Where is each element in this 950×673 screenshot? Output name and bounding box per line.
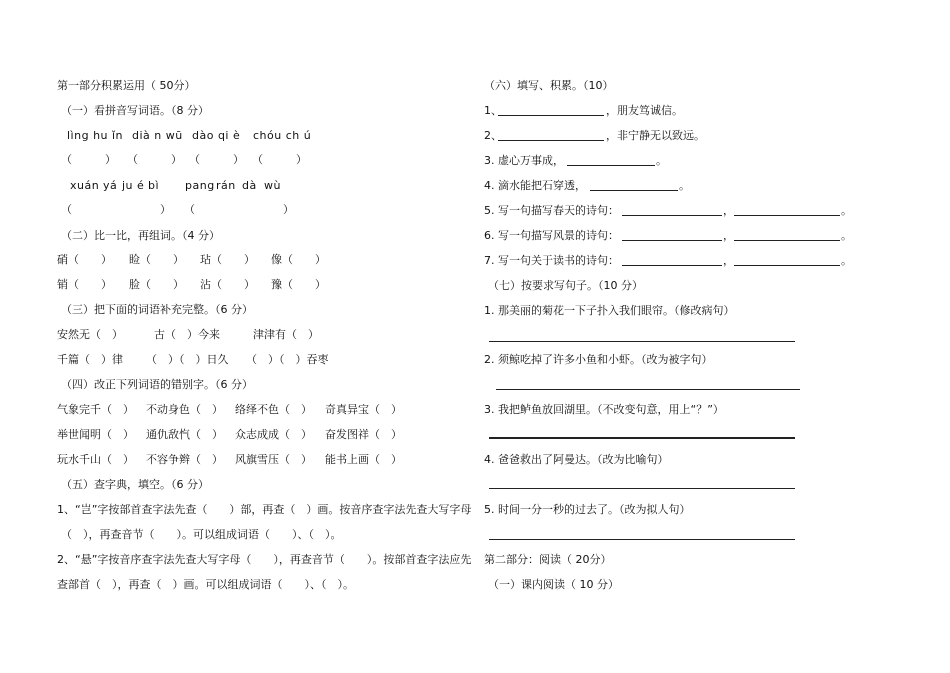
answer-line[interactable] [622,240,722,241]
section7-title: （七）按要求写句子。（10 分） [488,279,643,292]
part1-title: 第一部分积累运用（ 50分） [57,79,196,92]
answer-paren[interactable]: （ ） [61,153,116,166]
answer-line[interactable] [590,190,678,191]
answer-line[interactable] [622,215,722,216]
section2-title: （二）比一比，再组词。（4 分） [61,229,220,242]
section3-title: （三）把下面的词语补充完整。（6 分） [61,303,253,316]
typo-item[interactable]: 举世闻明（ ） [57,428,134,441]
rewrite-q3: 3. 我把鲈鱼放回湖里。（不改变句意，用上“？”） [484,403,724,416]
section8-title: （一）课内阅读（ 10 分） [488,578,619,591]
idiom-item[interactable]: 千篇（ ）律 [57,353,123,366]
pinyin-4: chóu ch ú [253,129,312,142]
dict-line: 查部首（ ），再查（ ）画。可以组成词语（ ）、（ ）。 [57,578,354,591]
typo-item[interactable]: 风旗雪压（ ） [235,453,312,466]
answer-paren[interactable]: （ ） [189,153,244,166]
answer-line[interactable] [622,265,722,266]
dict-line: （ ），再查音节（ ）。可以组成词语（ ）、（ ）。 [61,528,342,541]
answer-line[interactable] [489,341,795,342]
answer-line[interactable] [498,115,604,116]
idiom-item[interactable]: （ ）（ ）吞枣 [246,353,329,366]
rewrite-q5: 5. 时间一分一秒的过去了。（改为拟人句） [484,503,691,516]
answer-line[interactable] [567,165,655,166]
rewrite-q2: 2. 须鲸吃掉了许多小鱼和小虾。（改为被字句） [484,353,713,366]
typo-item[interactable]: 络绎不色（ ） [235,403,312,416]
compare-item[interactable]: 销（ ） [57,278,112,291]
compare-item[interactable]: 睑（ ） [129,253,184,266]
fill-q7-tail: 。 [841,254,852,267]
answer-paren[interactable]: （ ） [127,153,182,166]
idiom-item[interactable]: （ ）（ ）日久 [146,353,229,366]
fill-q3-tail: 。 [656,154,667,167]
pinyin-10: rán [216,179,236,192]
typo-item[interactable]: 通仇敌忾（ ） [146,428,223,441]
answer-line[interactable] [489,437,795,439]
compare-item[interactable]: 豫（ ） [271,278,326,291]
pinyin-11: dà [242,179,257,192]
typo-item[interactable]: 不动身色（ ） [146,403,223,416]
pinyin-1: lìng hu ǐn [67,129,124,142]
pinyin-3: dào qi è [192,129,241,142]
answer-line[interactable] [734,215,840,216]
idiom-item[interactable]: 安然无（ ） [57,328,123,341]
compare-item[interactable]: 硝（ ） [57,253,112,266]
section1-title: （一）看拼音写词语。（8 分） [61,104,209,117]
answer-line[interactable] [496,389,800,390]
pinyin-12: wù [264,179,281,192]
typo-item[interactable]: 奇真异宝（ ） [325,403,402,416]
answer-line[interactable] [734,265,840,266]
fill-q2-tail: ，非宁静无以致远。 [606,129,705,142]
answer-paren[interactable]: （ ） [252,153,307,166]
compare-item[interactable]: 玷（ ） [200,253,255,266]
pinyin-6: yá [103,179,118,192]
section4-title: （四）改正下列词语的错别字。（6 分） [61,378,253,391]
fill-q6: 6. 写一句描写风景的诗句： [484,229,619,242]
idiom-item[interactable]: 古（ ）今来 [154,328,220,341]
answer-line[interactable] [489,488,795,489]
typo-item[interactable]: 能书上画（ ） [325,453,402,466]
pinyin-5: xuán [70,179,100,192]
typo-item[interactable]: 玩水千山（ ） [57,453,134,466]
part2-title: 第二部分：阅读（ 20分） [484,553,612,566]
answer-paren[interactable]: （ ） [184,203,294,216]
fill-q7: 7. 写一句关于读书的诗句： [484,254,619,267]
fill-q4-tail: 。 [679,179,690,192]
pinyin-8: bì [148,179,160,192]
fill-q6-sep: ， [723,229,734,242]
dict-line: 1、“岂”字按部首查字法先查（ ）部，再查（ ）画。按音序查字法先查大写字母 [57,503,472,516]
fill-q1-num: 1、 [484,104,502,117]
pinyin-2: dià n wū [132,129,183,142]
answer-line[interactable] [489,539,795,540]
rewrite-q4: 4. 爸爸救出了阿曼达。（改为比喻句） [484,453,669,466]
section5-title: （五）查字典，填空。（6 分） [61,478,209,491]
typo-item[interactable]: 气象完千（ ） [57,403,134,416]
pinyin-9: pang [185,179,215,192]
fill-q6-tail: 。 [841,229,852,242]
typo-item[interactable]: 众志成成（ ） [235,428,312,441]
section6-title: （六）填写、积累。（10） [484,79,614,92]
compare-item[interactable]: 脸（ ） [129,278,184,291]
dict-line: 2、“悬”字按音序查字法先查大写字母（ ），再查音节（ ）。按部首查字法应先 [57,553,472,566]
answer-line[interactable] [734,240,840,241]
answer-paren[interactable]: （ ） [61,203,171,216]
fill-q3: 3. 虚心万事成， [484,154,564,167]
compare-item[interactable]: 沾（ ） [200,278,255,291]
fill-q5-sep: ， [723,204,734,217]
fill-q2-num: 2、 [484,129,502,142]
fill-q5-tail: 。 [841,204,852,217]
compare-item[interactable]: 像（ ） [271,253,326,266]
fill-q7-sep: ， [723,254,734,267]
fill-q1-tail: ，朋友笃诚信。 [606,104,683,117]
typo-item[interactable]: 不容争辫（ ） [146,453,223,466]
rewrite-q1: 1. 那美丽的菊花一下子扑入我们眼帘。（修改病句） [484,304,735,317]
typo-item[interactable]: 奋发图祥（ ） [325,428,402,441]
answer-line[interactable] [498,140,604,141]
idiom-item[interactable]: 津津有（ ） [253,328,319,341]
fill-q4: 4. 滴水能把石穿透， [484,179,586,192]
pinyin-7: ju é [122,179,145,192]
fill-q5: 5. 写一句描写春天的诗句： [484,204,619,217]
